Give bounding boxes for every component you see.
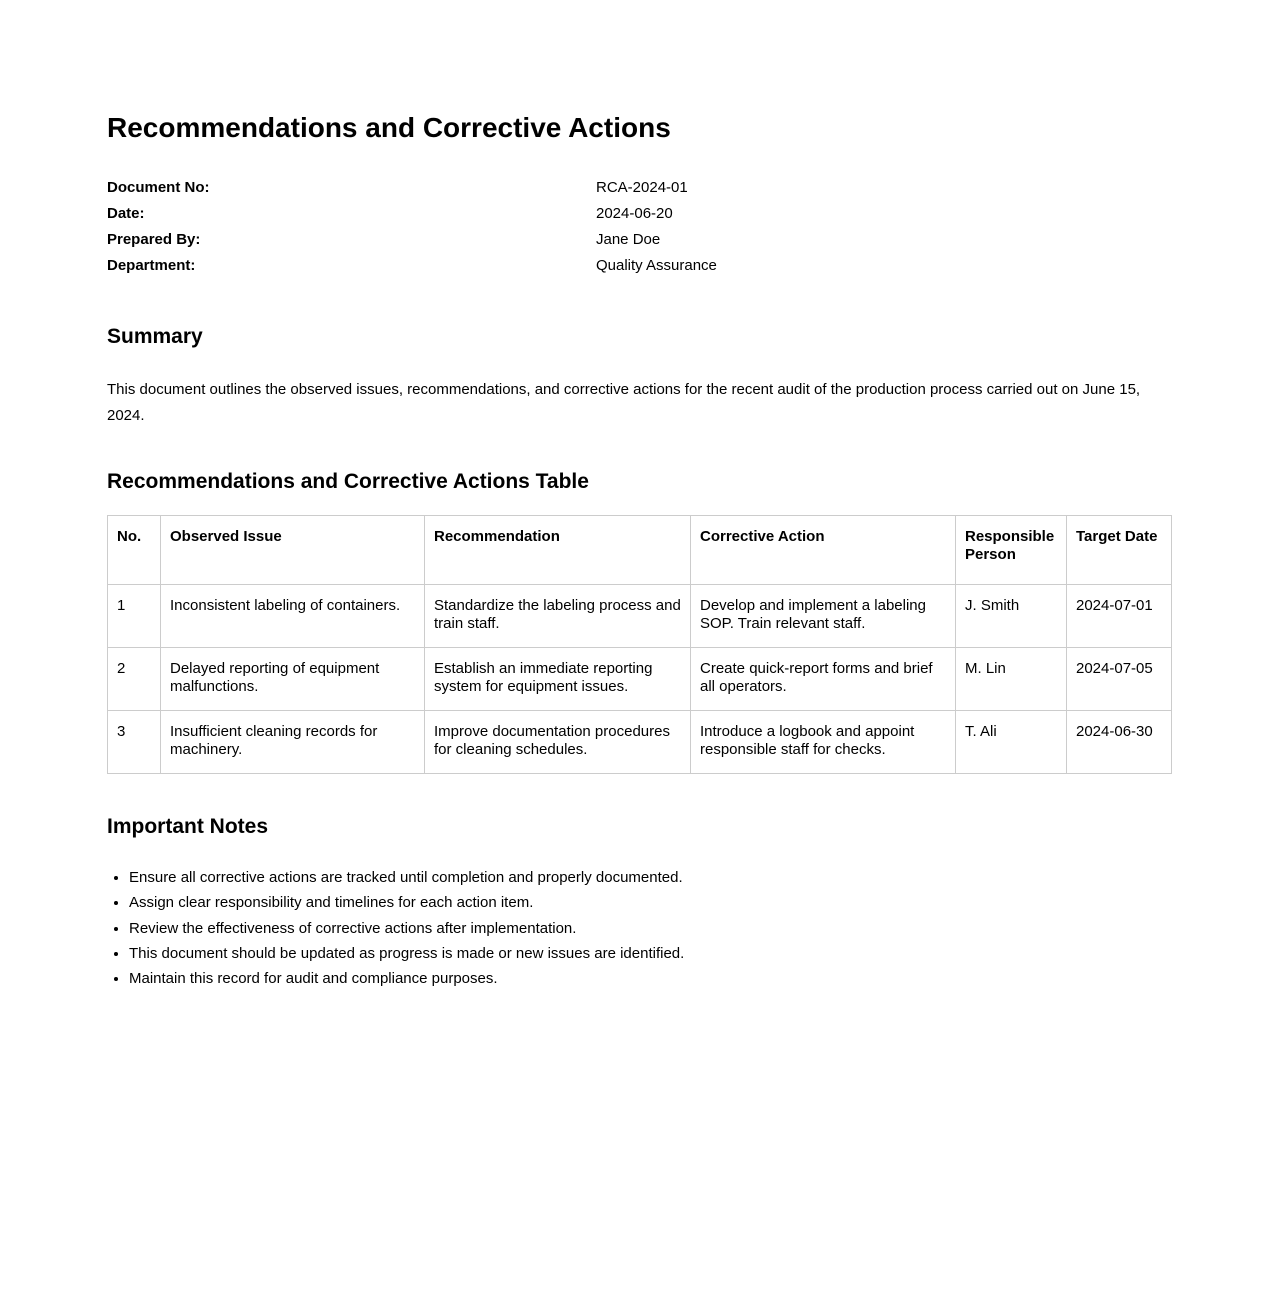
column-header-no: No.	[108, 515, 161, 584]
table-header	[108, 515, 1172, 584]
cell-observed-issue: Inconsistent labeling of containers.	[161, 584, 425, 647]
meta-label: Document No:	[107, 178, 210, 196]
cell-corrective-action: Create quick-report forms and brief all operators.	[691, 647, 956, 710]
cell-recommendation: Establish an immediate reporting system for equipment issues.	[425, 647, 691, 710]
cell-observed-issue: Insufficient cleaning records for machinery.	[161, 710, 425, 773]
cell-no: 1	[108, 584, 161, 647]
meta-label: Department:	[107, 256, 196, 274]
note-item: • Assign clear responsibility and timelines for each action item.	[129, 890, 1171, 915]
column-header-responsible-person: Responsible Person	[956, 515, 1067, 584]
notes-list	[107, 865, 1171, 992]
table-header-row	[108, 515, 1172, 584]
summary-heading: Summary	[107, 325, 203, 349]
notes-heading: Important Notes	[107, 814, 269, 838]
page-title: Recommendations and Corrective Actions	[107, 112, 671, 143]
cell-corrective-action: Develop and implement a labeling SOP. Train relevant staff.	[691, 584, 956, 647]
note-item: • Review the effectiveness of corrective actions after implementation.	[129, 916, 1171, 941]
meta-row-date	[107, 200, 1171, 226]
table-section-heading: Recommendations and Corrective Actions Table	[107, 470, 589, 494]
cell-observed-issue: Delayed reporting of equipment malfunctions.	[161, 647, 425, 710]
column-header-corrective-action: Corrective Action	[691, 515, 956, 584]
meta-value: RCA-2024-01	[596, 178, 688, 196]
meta-value: Jane Doe	[596, 230, 661, 248]
note-item: • This document should be updated as progress is made or new issues are identified.	[129, 941, 1171, 966]
note-item: • Ensure all corrective actions are tracked until completion and properly documented.	[129, 865, 1171, 890]
corrective-actions-table	[107, 515, 1172, 774]
cell-no: 2	[108, 647, 161, 710]
meta-label: Prepared By:	[107, 230, 201, 248]
column-header-observed-issue: Observed Issue	[161, 515, 425, 584]
meta-value: Quality Assurance	[596, 256, 717, 274]
summary-text: This document outlines the observed issues, recommendations, and corrective actions for the recent audit of the production process carried out on June 15, 2024.	[107, 381, 1141, 425]
note-item: • Maintain this record for audit and compliance purposes.	[129, 966, 1171, 991]
cell-recommendation: Improve documentation procedures for cleaning schedules.	[425, 710, 691, 773]
meta-value: 2024-06-20	[596, 204, 673, 222]
table-body	[108, 584, 1172, 773]
column-header-target-date: Target Date	[1067, 515, 1172, 584]
cell-responsible-person: M. Lin	[956, 647, 1067, 710]
cell-target-date: 2024-06-30	[1067, 710, 1172, 773]
table-row	[108, 647, 1172, 710]
meta-label: Date:	[107, 204, 145, 222]
cell-target-date: 2024-07-05	[1067, 647, 1172, 710]
cell-responsible-person: T. Ali	[956, 710, 1067, 773]
column-header-recommendation: Recommendation	[425, 515, 691, 584]
cell-no: 3	[108, 710, 161, 773]
meta-row-department	[107, 252, 1171, 278]
meta-row-document-no	[107, 174, 1171, 200]
table-row	[108, 584, 1172, 647]
cell-responsible-person: J. Smith	[956, 584, 1067, 647]
table-row	[108, 710, 1172, 773]
cell-corrective-action: Introduce a logbook and appoint responsible staff for checks.	[691, 710, 956, 773]
cell-recommendation: Standardize the labeling process and train staff.	[425, 584, 691, 647]
document-meta	[107, 174, 1171, 278]
meta-row-prepared-by	[107, 226, 1171, 252]
cell-target-date: 2024-07-01	[1067, 584, 1172, 647]
